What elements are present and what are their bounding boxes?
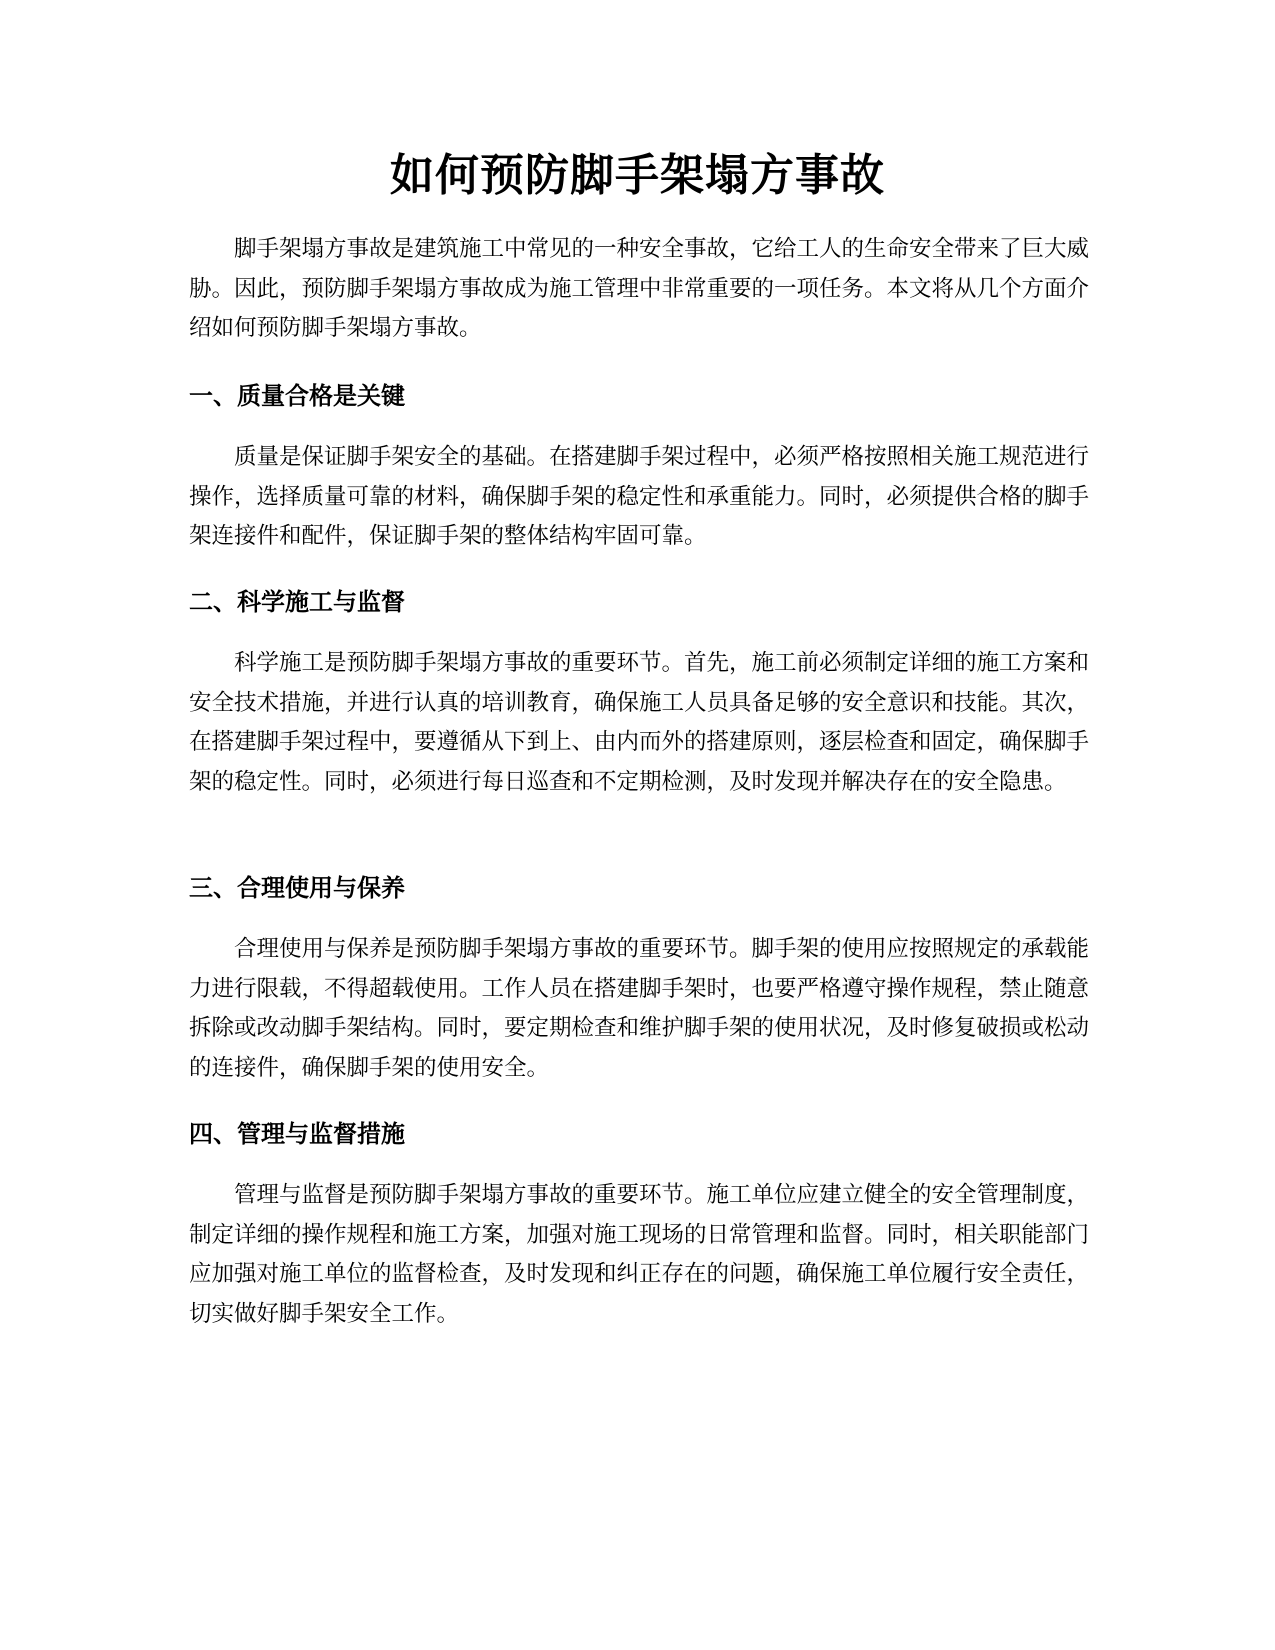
section-body-usage: 合理使用与保养是预防脚手架塌方事故的重要环节。脚手架的使用应按照规定的承载能力进行限载，不得超载使用。工作人员在搭建脚手架时，也要严格遵守操作规程，禁止随意拆除或改动脚手架结构。同时，要定期检查和维护脚手架的使用状况，及时修复破损或松动的连接件，确保脚手架的使用安全。 [189,936,1090,1081]
section-heading-management: 四、管理与监督措施 [189,1120,405,1148]
intro-paragraph: 脚手架塌方事故是建筑施工中常见的一种安全事故，它给工人的生命安全带来了巨大威胁。因此，预防脚手架塌方事故成为施工管理中非常重要的一项任务。本文将从几个方面介绍如何预防脚手架塌方事故。 [189,236,1090,341]
section-body-quality: 质量是保证脚手架安全的基础。在搭建脚手架过程中，必须严格按照相关施工规范进行操作，选择质量可靠的材料，确保脚手架的稳定性和承重能力。同时，必须提供合格的脚手架连接件和配件，保证脚手架的整体结构牢固可靠。 [189,444,1090,549]
section-body-construction: 科学施工是预防脚手架塌方事故的重要环节。首先，施工前必须制定详细的施工方案和安全技术措施，并进行认真的培训教育，确保施工人员具备足够的安全意识和技能。其次，在搭建脚手架过程中，要遵循从下到上、由内而外的搭建原则，逐层检查和固定，确保脚手架的稳定性。同时，必须进行每日巡查和不定期检测，及时发现并解决存在的安全隐患。 [189,650,1090,795]
section-heading-quality: 一、质量合格是关键 [189,382,405,410]
section-heading-construction: 二、科学施工与监督 [189,588,405,616]
section-body-management: 管理与监督是预防脚手架塌方事故的重要环节。施工单位应建立健全的安全管理制度，制定详细的操作规程和施工方案，加强对施工现场的日常管理和监督。同时，相关职能部门应加强对施工单位的监督检查，及时发现和纠正存在的问题，确保施工单位履行安全责任，切实做好脚手架安全工作。 [189,1182,1090,1327]
section-heading-usage: 三、合理使用与保养 [189,874,405,902]
document-title: 如何预防脚手架塌方事故 [390,150,885,201]
